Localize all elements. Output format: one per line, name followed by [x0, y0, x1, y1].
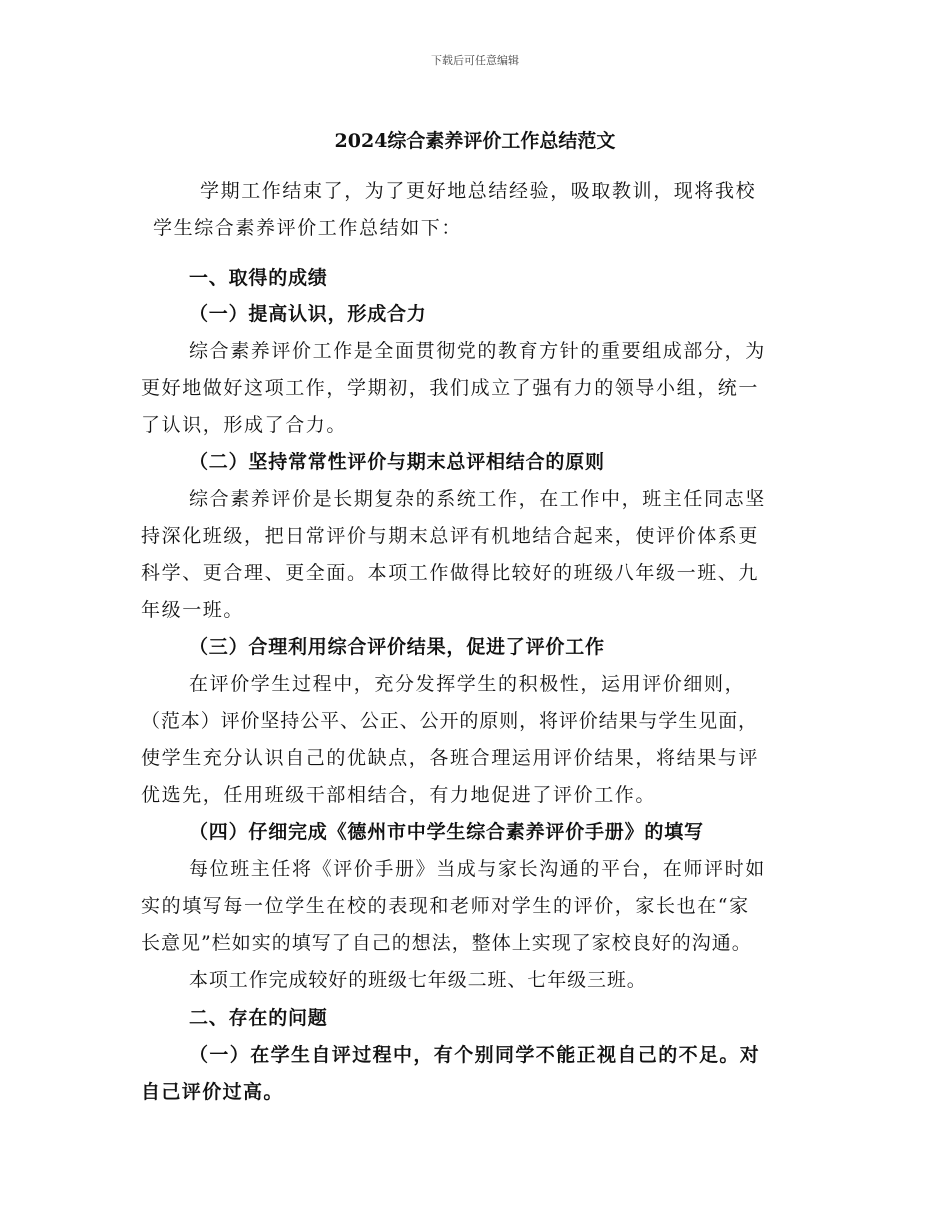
paragraph-line: （范本）评价坚持公平、公正、公开的原则，将评价结果与学生见面，	[141, 710, 758, 732]
section-heading-achievements: 一、取得的成绩	[189, 267, 328, 289]
paragraph-line: 本项工作完成较好的班级七年级二班、七年级三班。	[189, 969, 647, 991]
document-title: 2024综合素养评价工作总结范文	[334, 130, 616, 152]
subheading-1-2: （二）坚持常常性评价与期末总评相结合的原则	[189, 451, 605, 473]
paragraph-line: 科学、更合理、更全面。本项工作做得比较好的班级八年级一班、九	[141, 562, 760, 584]
paragraph-line-bold: 自己评价过高。	[141, 1081, 284, 1103]
paragraph-line: 使学生充分认识自己的优缺点，各班合理运用评价结果，将结果与评	[141, 747, 760, 769]
paragraph-line: 了认识，形成了合力。	[141, 414, 348, 436]
subheading-1-4: （四）仔细完成《德州市中学生综合素养评价手册》的填写	[189, 821, 704, 843]
paragraph-line: 在评价学生过程中，充分发挥学生的积极性，运用评价细则，	[189, 673, 746, 695]
paragraph-line: 综合素养评价是长期复杂的系统工作，在工作中，班主任同志坚	[189, 488, 766, 510]
paragraph-line: 年级一班。	[141, 599, 245, 621]
paragraph-line: 长意见”栏如实的填写了自己的想法，整体上实现了家校良好的沟通。	[141, 932, 752, 954]
paragraph-line: 更好地做好这项工作，学期初，我们成立了强有力的领导小组，统一	[141, 377, 760, 399]
section-heading-problems: 二、存在的问题	[189, 1007, 328, 1029]
page-header-note: 下载后可任意编辑	[431, 54, 519, 67]
intro-line-1: 学期工作结束了，为了更好地总结经验，吸取教训，现将我校	[200, 180, 757, 202]
paragraph-line: 实的填写每一位学生在校的表现和老师对学生的评价，家长也在“家	[141, 895, 750, 917]
paragraph-line-bold: （一）在学生自评过程中，有个别同学不能正视自己的不足。对	[189, 1044, 761, 1066]
paragraph-line: 综合素养评价工作是全面贯彻党的教育方针的重要组成部分，为	[189, 340, 766, 362]
paragraph-line: 持深化班级，把日常评价与期末总评有机地结合起来，使评价体系更	[141, 525, 760, 547]
paragraph-line: 每位班主任将《评价手册》当成与家长沟通的平台，在师评时如	[189, 858, 766, 880]
subheading-1-1: （一）提高认识，形成合力	[189, 303, 427, 325]
subheading-1-3: （三）合理利用综合评价结果，促进了评价工作	[189, 636, 605, 658]
paragraph-line: 优选先，任用班级干部相结合，有力地促进了评价工作。	[141, 784, 657, 806]
intro-line-2: 学生综合素养评价工作总结如下：	[153, 217, 463, 239]
